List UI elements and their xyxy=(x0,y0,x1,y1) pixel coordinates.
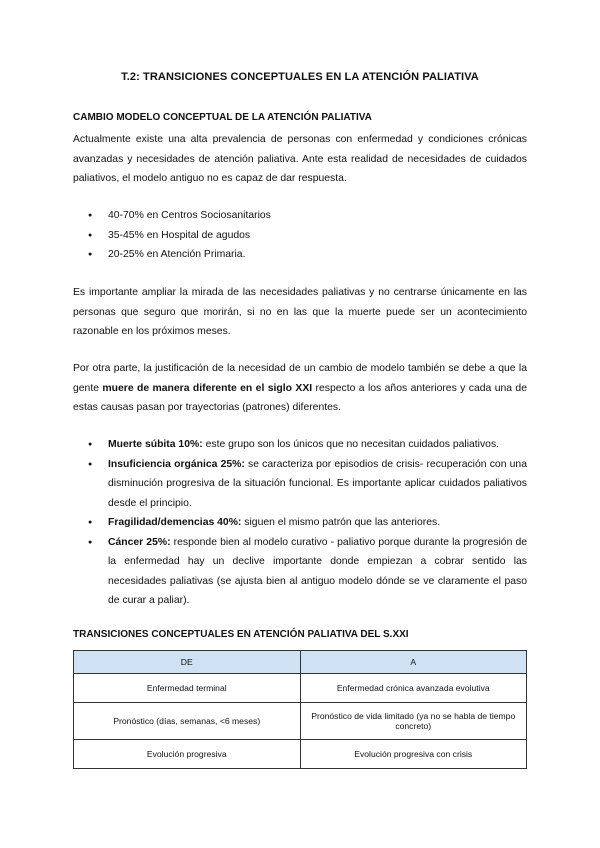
cause-label: Muerte súbita 10%: xyxy=(108,439,203,450)
table-cell: Enfermedad terminal xyxy=(74,674,301,703)
list-item-cancer xyxy=(73,533,527,611)
paragraph-justificacion xyxy=(73,359,527,418)
table-row xyxy=(74,674,527,703)
list-item-fragilidad xyxy=(73,513,527,533)
table-cell: Evolución progresiva con crisis xyxy=(300,740,527,769)
table-cell: Pronóstico de vida limitado (ya no se habla de tiempo concreto) xyxy=(300,703,527,740)
section-heading-transiciones: TRANSICIONES CONCEPTUALES EN ATENCIÓN PALIATIVA DEL S.XXI xyxy=(73,629,409,640)
paragraph-text: Por otra parte, la justificación de la necesidad de un cambio de modelo también se debe a que la gente xyxy=(73,363,527,394)
list-item-insuficiencia-organica xyxy=(73,455,527,514)
list-item: ● 40-70% en Centros Sociosanitarios xyxy=(73,206,527,226)
causes-list xyxy=(73,435,527,611)
table-row xyxy=(74,740,527,769)
table-row xyxy=(74,703,527,740)
table-header-row xyxy=(74,651,527,674)
cause-label: Fragilidad/demencias 40%: xyxy=(108,517,242,528)
list-item-muerte-subita xyxy=(73,435,527,455)
paragraph-ampliar-mirada: Es importante ampliar la mirada de las necesidades paliativas y no centrarse únicamente en las personas que seguro que morirán, si no en las que la muerte puede ser un acontecimiento razonable en los próximos meses. xyxy=(73,287,527,337)
table-cell: Enfermedad crónica avanzada evolutiva xyxy=(300,674,527,703)
cause-text: se caracteriza por episodios de crisis- recuperación con una disminución progresiva de la situación funcional. Es importante aplicar cuidados paliativos desde el principio. xyxy=(108,458,527,509)
list-item: ● 20-25% en Atención Primaria. xyxy=(73,245,527,265)
page-title: T.2: TRANSICIONES CONCEPTUALES EN LA ATENCIÓN PALIATIVA xyxy=(121,71,479,83)
cause-text: responde bien al modelo curativo - paliativo porque durante la progresión de la enfermedad hay un declive importante donde empiezan a cobrar sentido las necesidades paliativas (se ajusta bien al antiguo modelo dónde se ve claramente el paso de curar a paliar). xyxy=(108,536,527,606)
column-header-a: A xyxy=(300,651,527,674)
cause-text: siguen el mismo patrón que las anteriores. xyxy=(241,517,441,528)
paragraph-text: respecto a los años anteriores y cada una de estas causas pasan por trayectorias (patrones) diferentes. xyxy=(73,382,527,413)
table-cell: Pronóstico (días, semanas, <6 meses) xyxy=(74,703,301,740)
cause-label: Insuficiencia orgánica 25%: xyxy=(108,458,245,470)
intro-paragraph: Actualmente existe una alta prevalencia de personas con enfermedad y condiciones crónicas avanzadas y necesidades de atención paliativa. Ante esta realidad de necesidades de cuidados paliativos, el modelo antiguo no es capaz de dar respuesta. xyxy=(73,134,527,184)
column-header-de: DE xyxy=(74,651,301,674)
emphasis-text: muere de manera diferente en el siglo XXI xyxy=(102,382,313,394)
cause-label: Cáncer 25%: xyxy=(108,536,171,548)
list-item: ● 35-45% en Hospital de agudos xyxy=(73,226,527,246)
table-cell: Evolución progresiva xyxy=(74,740,301,769)
section-heading-cambio-modelo: CAMBIO MODELO CONCEPTUAL DE LA ATENCIÓN PALIATIVA xyxy=(73,112,372,123)
stats-list xyxy=(73,206,527,265)
transitions-table xyxy=(73,650,527,769)
cause-text: este grupo son los únicos que no necesitan cuidados paliativos. xyxy=(202,439,500,450)
